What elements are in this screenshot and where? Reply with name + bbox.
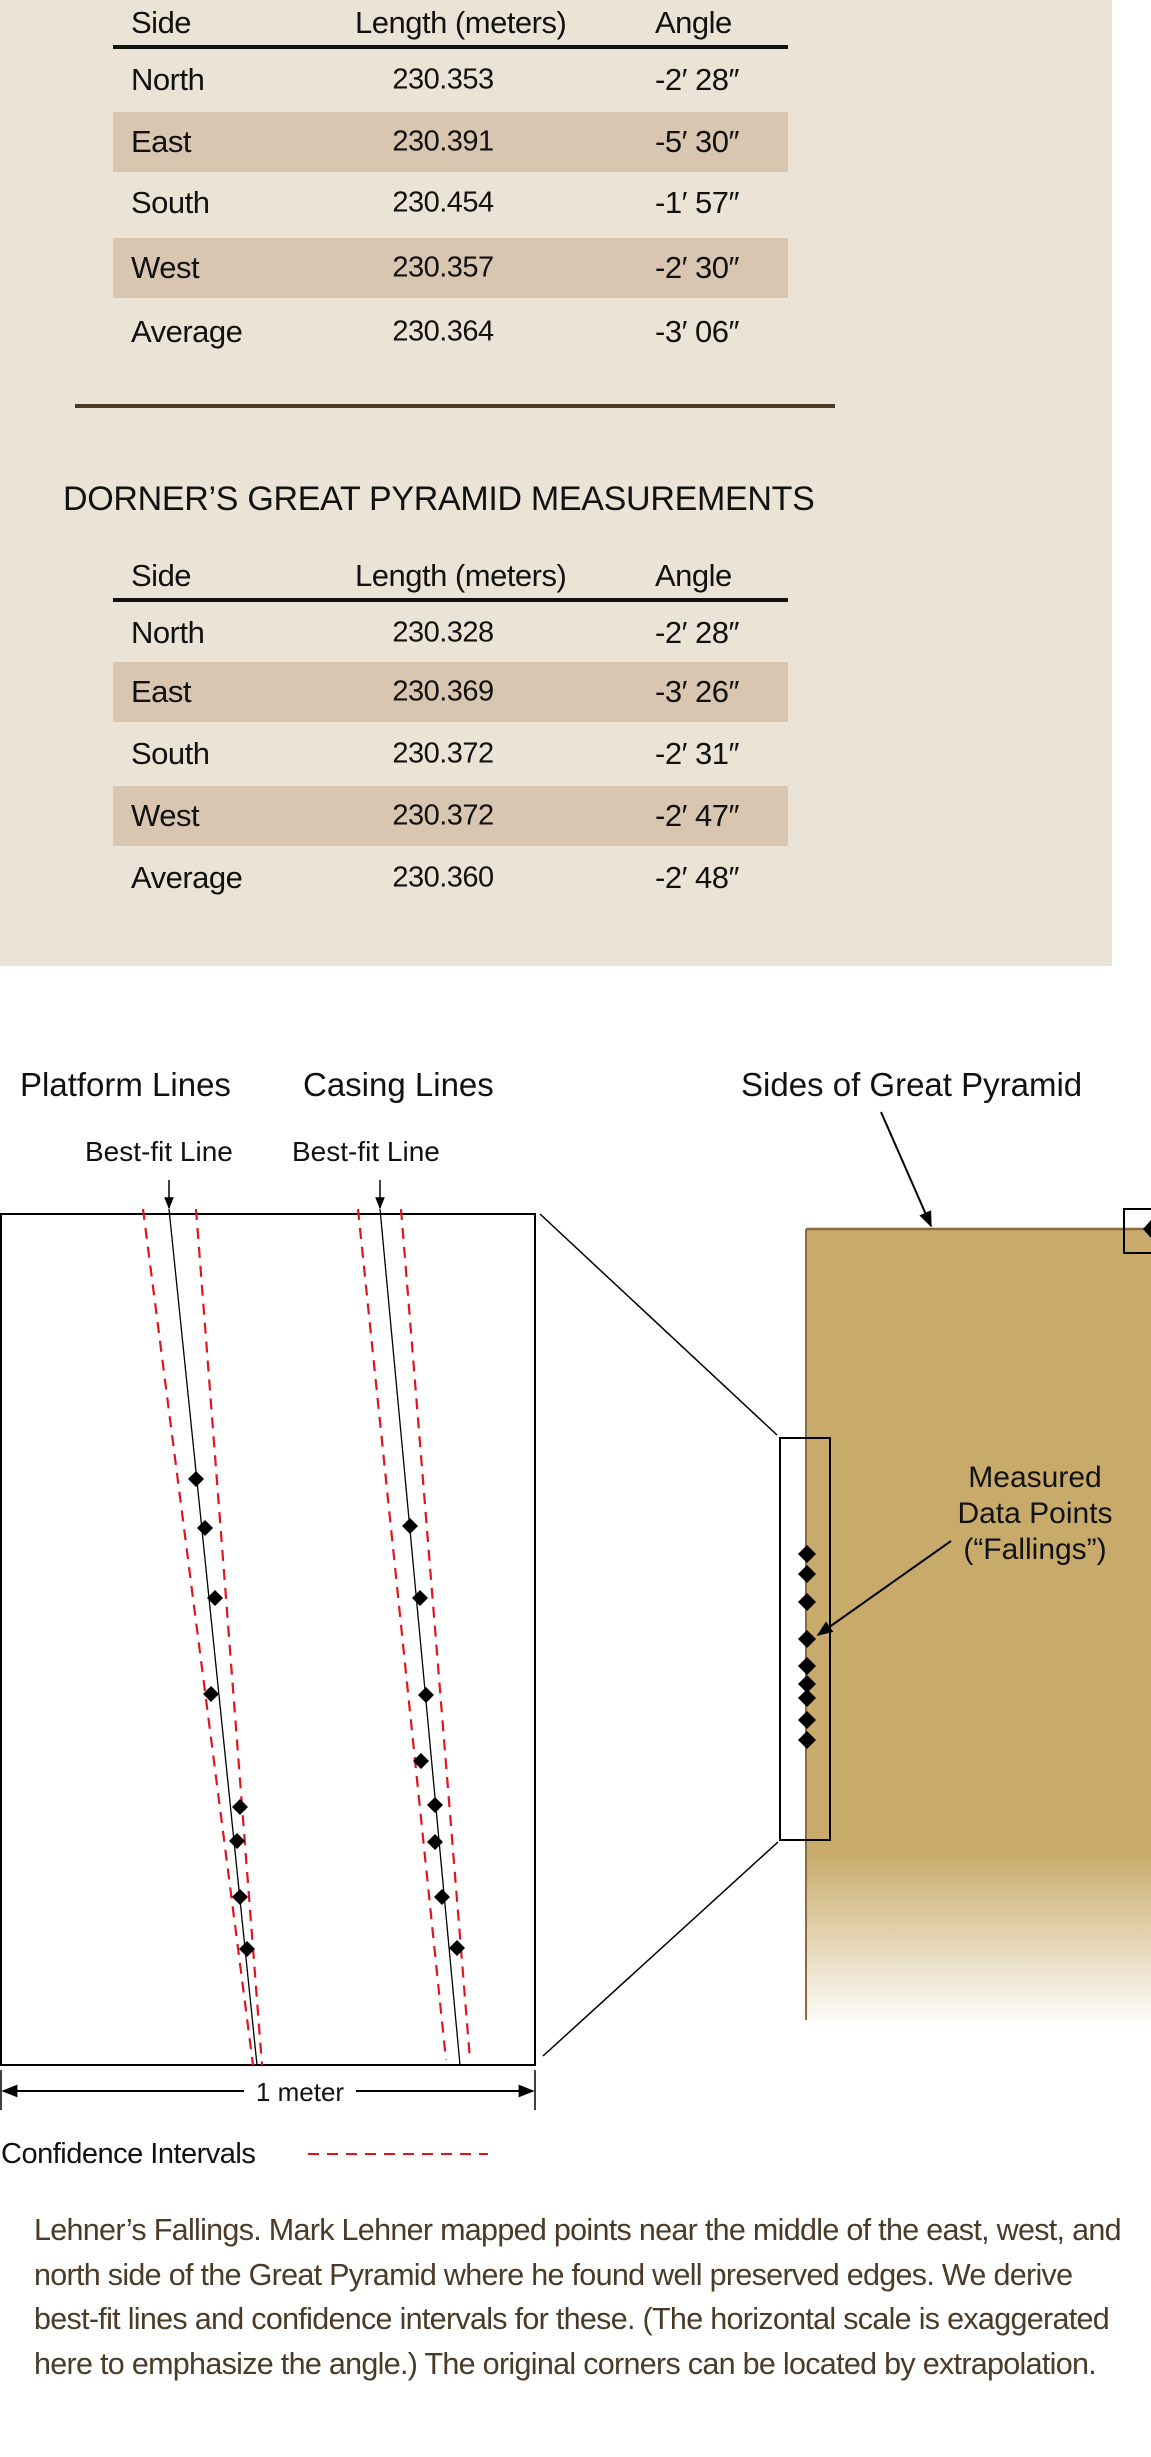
pyramid-sides-arrow <box>881 1112 931 1226</box>
cell-length: 230.372 <box>392 737 494 770</box>
cell-length: 230.357 <box>392 251 494 284</box>
cell-length: 230.369 <box>392 675 494 708</box>
cell-side: Average <box>131 314 243 349</box>
cell-length: 230.353 <box>392 63 494 96</box>
cell-angle: -1′ 57″ <box>655 185 739 220</box>
cell-side: West <box>131 250 200 285</box>
cell-angle: -2′ 30″ <box>655 250 739 285</box>
zoom-line-bottom <box>543 1842 778 2056</box>
cell-side: East <box>131 674 192 709</box>
measured-label-line-3: (“Fallings”) <box>963 1533 1107 1566</box>
cell-length: 230.391 <box>392 125 494 158</box>
header-side: Side <box>131 5 192 40</box>
cell-angle: -5′ 30″ <box>655 124 739 159</box>
legend-label: Confidence Intervals <box>1 2138 256 2170</box>
cell-side: South <box>131 185 210 220</box>
platform-lines-label: Platform Lines <box>20 1066 231 1103</box>
cell-side: North <box>131 62 205 97</box>
header-angle: Angle <box>655 558 732 593</box>
cell-angle: -2′ 28″ <box>655 62 739 97</box>
cell-length: 230.360 <box>392 861 494 894</box>
cell-side: Average <box>131 860 243 895</box>
cell-angle: -3′ 06″ <box>655 314 739 349</box>
header-side: Side <box>131 558 192 593</box>
cell-side: North <box>131 615 205 650</box>
cell-side: West <box>131 798 200 833</box>
cell-side: East <box>131 124 192 159</box>
measured-label-line-1: Measured <box>968 1461 1102 1494</box>
magnified-box <box>1 1214 535 2065</box>
header-angle: Angle <box>655 5 732 40</box>
pyramid-side <box>806 1229 1151 2029</box>
cell-angle: -2′ 47″ <box>655 798 739 833</box>
cell-length: 230.328 <box>392 616 494 649</box>
header-length: Length (meters) <box>355 558 567 593</box>
bestfit-label-casing: Best-fit Line <box>292 1136 440 1167</box>
pyramid-sides-label: Sides of Great Pyramid <box>741 1066 1083 1103</box>
casing-lines-label: Casing Lines <box>303 1066 494 1103</box>
cell-angle: -2′ 28″ <box>655 615 739 650</box>
cell-length: 230.372 <box>392 799 494 832</box>
measured-label-line-2: Data Points <box>957 1497 1113 1530</box>
zoom-line-top <box>540 1214 777 1435</box>
header-length: Length (meters) <box>355 5 567 40</box>
cell-angle: -2′ 48″ <box>655 860 739 895</box>
cell-side: South <box>131 736 210 771</box>
table-2-title: DORNER’S GREAT PYRAMID MEASUREMENTS <box>63 480 815 518</box>
figure-caption: Lehner’s Fallings. Mark Lehner mapped points near the middle of the east, west, and north side of the Great Pyramid where he found well preserved edges. We derive best-fit lines and confidence intervals for these. (The horizontal scale is exaggerated here to emphasize the angle.) The original corners can be located by extrapolation. <box>34 2213 1121 2381</box>
cell-angle: -3′ 26″ <box>655 674 739 709</box>
bestfit-label-platform: Best-fit Line <box>85 1136 233 1167</box>
cell-angle: -2′ 31″ <box>655 736 739 771</box>
cell-length: 230.364 <box>392 315 494 348</box>
scale-label: 1 meter <box>255 2077 345 2107</box>
cell-length: 230.454 <box>392 186 494 219</box>
